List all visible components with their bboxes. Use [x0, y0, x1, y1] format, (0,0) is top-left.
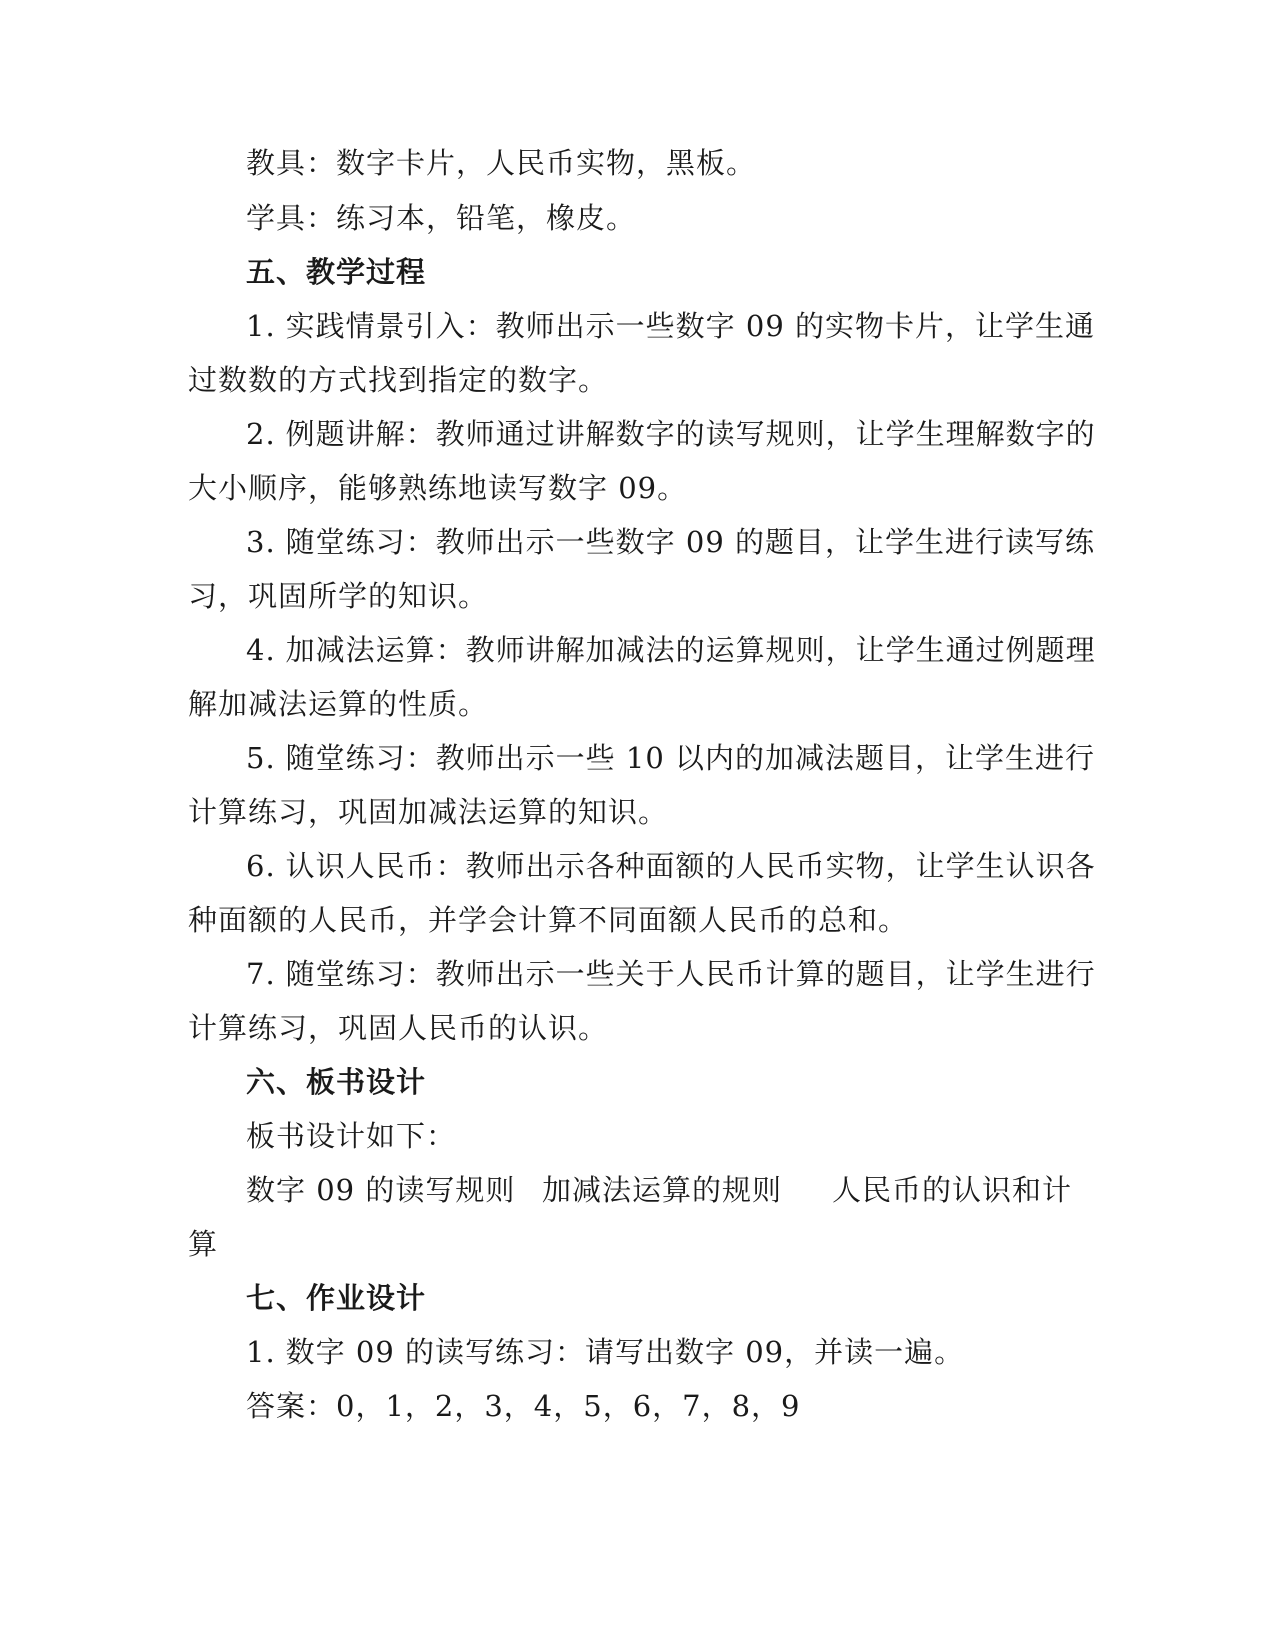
- step-1-line-2: 过数数的方式找到指定的数字。: [188, 363, 609, 397]
- teaching-tools-line: 教具：数字卡片，人民币实物，黑板。: [246, 146, 757, 180]
- step-2-line-1: [246, 414, 1146, 454]
- step-5-line-2: 计算练习，巩固加减法运算的知识。: [188, 795, 669, 829]
- step-4-line-2: 解加减法运算的性质。: [188, 687, 489, 721]
- step-number: 1.: [246, 309, 276, 343]
- step-number: 5.: [246, 741, 276, 775]
- step-6-line-1: [246, 846, 1146, 886]
- step-text: 随堂练习：教师出示一些关于人民币计算的题目，让学生进行: [285, 957, 1096, 991]
- step-number: 4.: [246, 633, 276, 667]
- step-5-line-1: [246, 738, 1146, 778]
- item-text: 数字 09 的读写练习：请写出数字 09，并读一遍。: [285, 1335, 965, 1369]
- step-7-line-2: 计算练习，巩固人民币的认识。: [188, 1011, 609, 1045]
- step-number: 7.: [246, 957, 276, 991]
- step-text: 随堂练习：教师出示一些 10 以内的加减法题目，让学生进行: [285, 741, 1096, 775]
- step-text: 例题讲解：教师通过讲解数字的读写规则，让学生理解数字的: [285, 417, 1096, 451]
- section-5-heading: 五、教学过程: [246, 255, 427, 289]
- step-text: 认识人民币：教师出示各种面额的人民币实物，让学生认识各: [285, 849, 1096, 883]
- board-item: 人民币的认识和计: [832, 1173, 1073, 1207]
- step-4-line-1: [246, 630, 1146, 670]
- step-1-line-1: [246, 306, 1146, 346]
- board-item-wrap: 算: [188, 1227, 219, 1261]
- step-text: 随堂练习：教师出示一些数字 09 的题目，让学生进行读写练: [285, 525, 1096, 559]
- step-3-line-2: 习，巩固所学的知识。: [188, 579, 489, 613]
- step-number: 3.: [246, 525, 276, 559]
- board-item: 数字 09 的读写规则: [246, 1173, 516, 1207]
- board-item: 加减法运算的规则: [542, 1173, 783, 1207]
- step-6-line-2: 种面额的人民币，并学会计算不同面额人民币的总和。: [188, 903, 909, 937]
- step-text: 加减法运算：教师讲解加减法的运算规则，让学生通过例题理: [285, 633, 1096, 667]
- item-number: 1.: [246, 1335, 276, 1369]
- board-intro: 板书设计如下：: [246, 1119, 457, 1153]
- answer-line: 答案：0，1，2，3，4，5，6，7，8，9: [246, 1389, 801, 1423]
- section-7-heading: 七、作业设计: [246, 1281, 427, 1315]
- board-items: [246, 1170, 1146, 1210]
- step-2-line-2: 大小顺序，能够熟练地读写数字 09。: [188, 471, 688, 505]
- step-number: 6.: [246, 849, 276, 883]
- homework-item-1: [246, 1332, 1146, 1372]
- step-number: 2.: [246, 417, 276, 451]
- student-tools-line: 学具：练习本，铅笔，橡皮。: [246, 201, 637, 235]
- section-6-heading: 六、板书设计: [246, 1065, 427, 1099]
- step-3-line-1: [246, 522, 1146, 562]
- step-text: 实践情景引入：教师出示一些数字 09 的实物卡片，让学生通: [285, 309, 1096, 343]
- step-7-line-1: [246, 954, 1146, 994]
